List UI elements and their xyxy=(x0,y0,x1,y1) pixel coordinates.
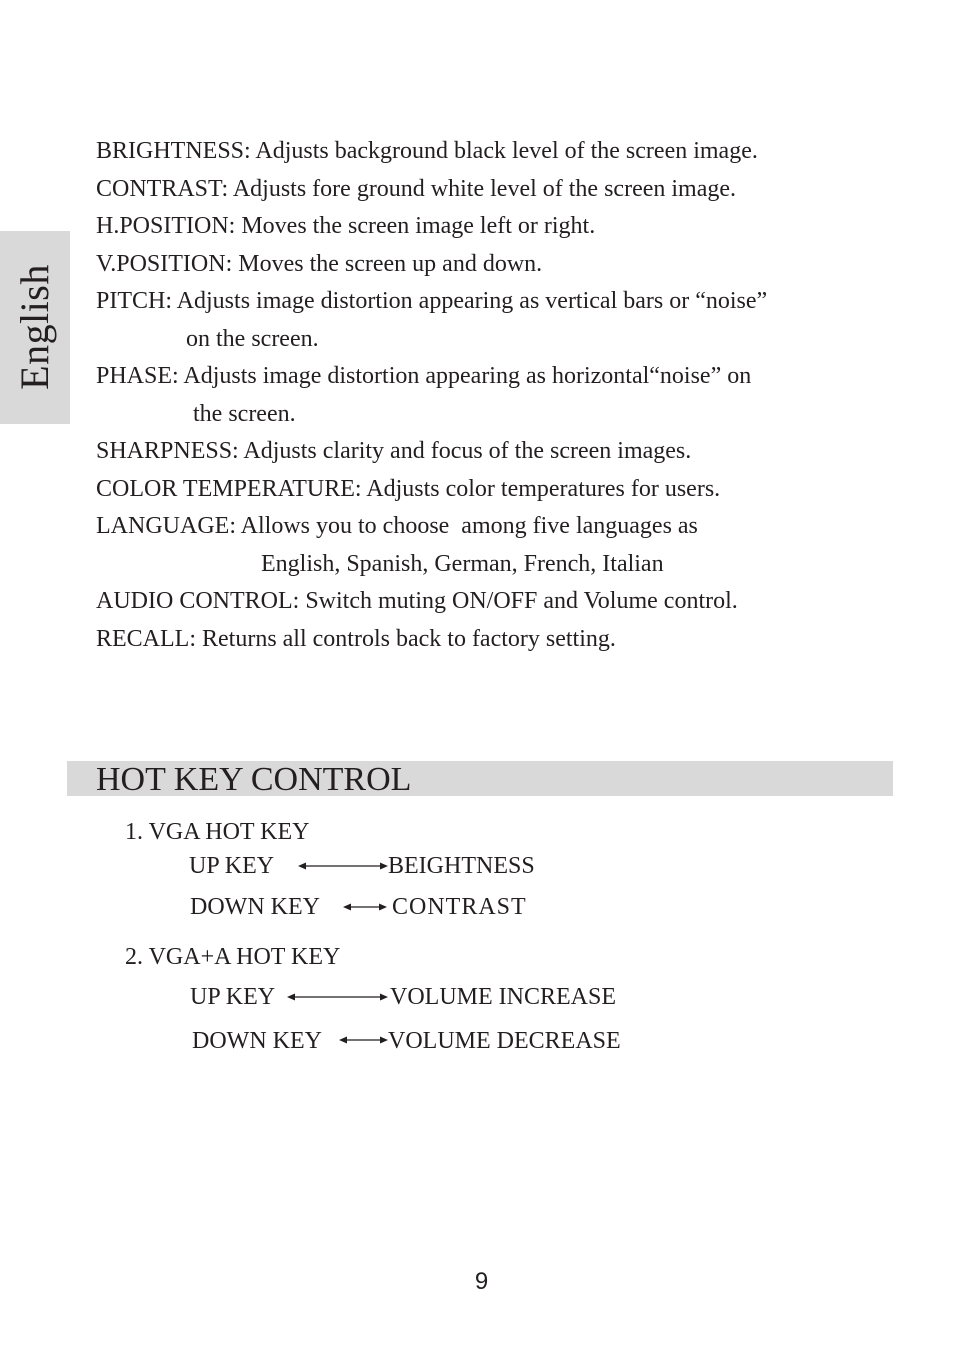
vga-up-key-function: BEIGHTNESS xyxy=(388,853,535,879)
double-arrow-icon xyxy=(298,860,388,872)
vga-a-down-key-function: VOLUME DECREASE xyxy=(388,1028,621,1054)
vga-down-key-label: DOWN KEY xyxy=(190,894,320,920)
double-arrow-icon xyxy=(343,901,387,913)
setting-contrast: CONTRAST: Adjusts fore ground white level of the screen image. xyxy=(96,175,737,202)
hot-key-title: HOT KEY CONTROL xyxy=(96,761,412,798)
setting-audio-control: AUDIO CONTROL: Switch muting ON/OFF and Volume control. xyxy=(96,588,738,614)
setting-pitch: PITCH: Adjusts image distortion appearing as vertical bars or “noise” xyxy=(96,288,768,314)
setting-v-position: V.POSITION: Moves the screen up and down. xyxy=(96,250,543,277)
vga-a-down-key-label: DOWN KEY xyxy=(192,1028,322,1054)
vga-a-hot-key-heading: 2. VGA+A HOT KEY xyxy=(125,944,341,970)
double-arrow-icon xyxy=(287,991,388,1003)
vga-a-up-key-function: VOLUME INCREASE xyxy=(390,984,616,1010)
setting-language: LANGUAGE: Allows you to choose among five languages as xyxy=(96,513,698,539)
vga-hot-key-heading: 1. VGA HOT KEY xyxy=(125,819,310,845)
vga-a-up-key-label: UP KEY xyxy=(190,984,276,1010)
setting-phase-continued: the screen. xyxy=(193,400,296,427)
setting-pitch-continued: on the screen. xyxy=(186,325,319,352)
language-side-tab xyxy=(0,231,70,424)
setting-color-temperature: COLOR TEMPERATURE: Adjusts color temperatures for users. xyxy=(96,475,721,502)
page-number: 9 xyxy=(474,1268,489,1295)
setting-recall: RECALL: Returns all controls back to factory setting. xyxy=(96,625,616,652)
language-tab-label: English xyxy=(12,264,57,390)
setting-brightness: BRIGHTNESS: Adjusts background black level of the screen image. xyxy=(96,138,758,164)
setting-phase: PHASE: Adjusts image distortion appearing as horizontal“noise” on xyxy=(96,363,752,389)
double-arrow-icon xyxy=(339,1034,388,1046)
hot-key-section-header xyxy=(67,761,893,796)
settings-descriptions xyxy=(96,133,916,658)
vga-down-key-function: CONTRAST xyxy=(392,894,527,920)
setting-language-options: English, Spanish, German, French, Italian xyxy=(261,550,664,577)
setting-sharpness: SHARPNESS: Adjusts clarity and focus of the screen images. xyxy=(96,438,692,464)
setting-h-position: H.POSITION: Moves the screen image left or right. xyxy=(96,213,596,239)
vga-up-key-label: UP KEY xyxy=(189,853,275,879)
